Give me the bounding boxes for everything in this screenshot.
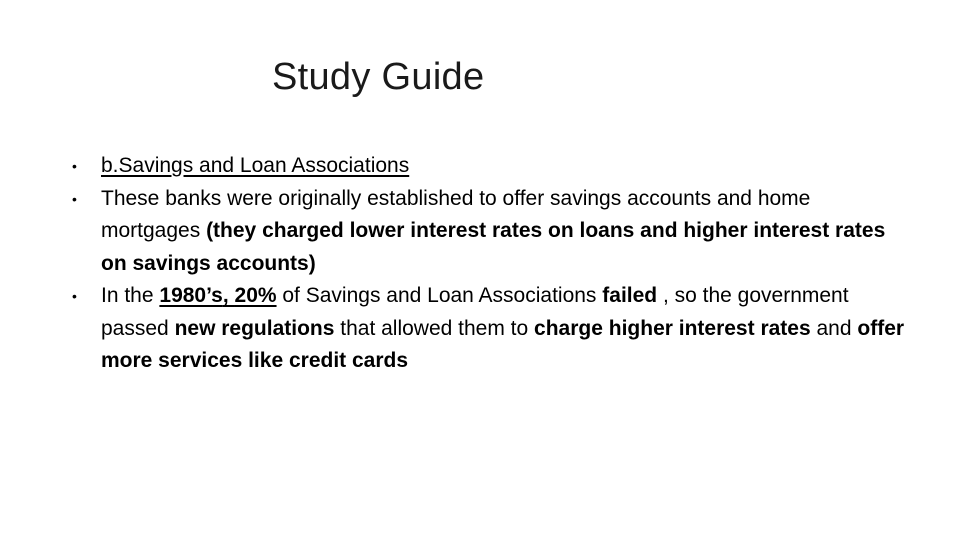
bullet-text-bold: new regulations — [174, 316, 335, 340]
year-highlight: 1980’s — [159, 284, 223, 307]
bullet-dot-icon: • — [72, 288, 77, 304]
bullet-dot-icon: • — [72, 190, 77, 207]
bullet-item — [72, 280, 912, 378]
bullet-item — [72, 183, 912, 281]
bullet-text-bold: failed — [602, 284, 658, 307]
slide-title: Study Guide — [272, 56, 485, 98]
bullet-text: that allowed them to — [334, 316, 535, 340]
bullet-list — [72, 150, 912, 378]
bullet-text-bold: charge higher interest rates — [534, 316, 811, 340]
bullet-text-bold: (they charged lower interest rates on loans and higher interest rates on savings accounts) — [101, 219, 886, 275]
bullet-text: of Savings and Loan Associations — [276, 284, 603, 307]
section-heading: b.Savings and Loan Associations — [101, 154, 410, 177]
bullet-text: In the — [101, 284, 160, 307]
bullet-dot-icon: • — [72, 158, 77, 174]
separator-text: , — [222, 284, 235, 307]
bullet-text: and — [810, 316, 858, 340]
percent-highlight: 20% — [234, 284, 277, 307]
bullet-text: These banks were originally established to offer savings accounts and home mortgages — [101, 186, 811, 242]
bullet-item — [72, 150, 912, 183]
bullet-text-bold: offer more services like credit cards — [101, 316, 905, 372]
bullet-text: , so the government passed — [101, 284, 849, 340]
